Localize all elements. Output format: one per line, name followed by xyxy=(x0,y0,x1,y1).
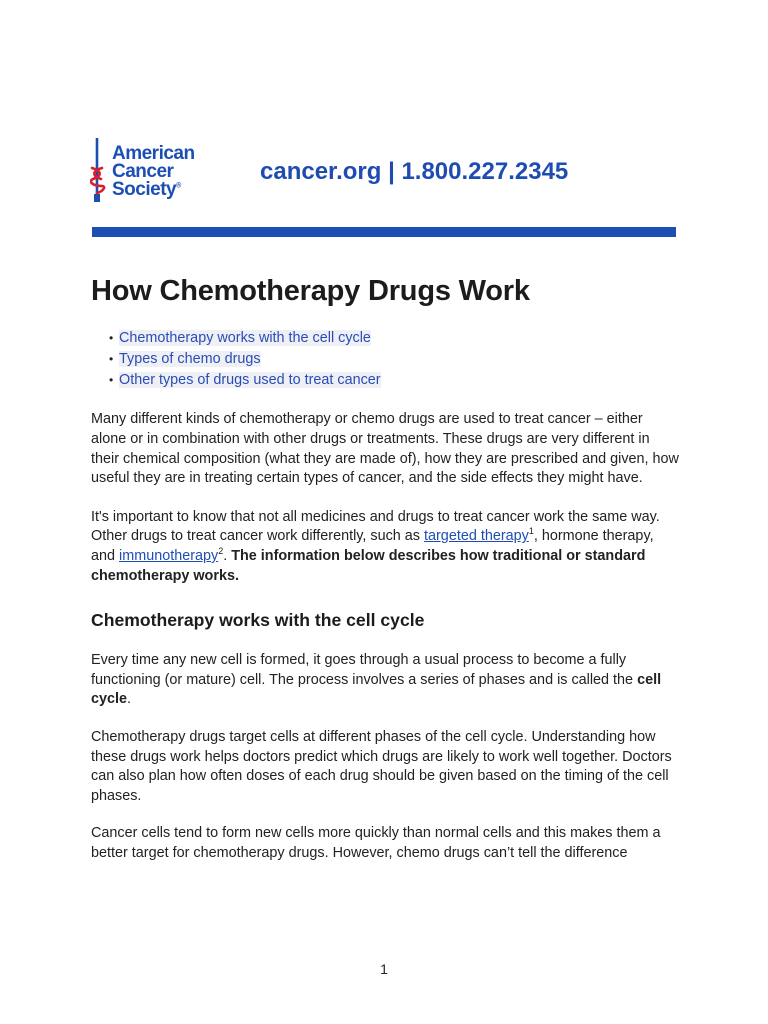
cell-cycle-paragraph xyxy=(91,651,681,710)
page-number: 1 xyxy=(380,961,388,977)
standard-chemo-note: The information below describes how traditional or standard chemotherapy works. xyxy=(91,547,646,584)
registered-mark: ® xyxy=(176,182,181,190)
toc-item xyxy=(91,370,681,391)
logo-wordmark xyxy=(112,145,195,199)
logo-line-society-text: Society xyxy=(112,179,177,200)
logo-line-society xyxy=(112,181,195,199)
cell-cycle-text: Every time any new cell is formed, it goes through a usual process to become a fully functioning (or mature) cell. The process involves a series of phases and is called the xyxy=(91,652,638,688)
table-of-contents xyxy=(91,328,681,390)
cancer-cells-paragraph: Cancer cells tend to form new cells more quickly than normal cells and this makes them a better target for chemotherapy drugs. However, chemo drugs can’t tell the difference xyxy=(91,825,661,861)
intro-paragraph: Many different kinds of chemotherapy or chemo drugs are used to treat cancer – either alone or in combination with other drugs or treatments. These drugs are very different in their chemical composition (what they are made of), how they are prescribed and given, how useful they are in treating certain types of cancer, and the side effects they might have. xyxy=(91,411,679,487)
drug-types-text-3: . xyxy=(223,547,232,564)
drug-types-text-1: It's important to know that not all medicines and drugs to treat cancer work the same way. Other drugs to treat cancer work differently, such as xyxy=(91,508,660,545)
targeted-therapy-link[interactable]: targeted therapy xyxy=(424,528,529,545)
sword-caduceus-icon xyxy=(90,138,112,204)
document-header xyxy=(0,0,768,240)
toc-link-cell-cycle[interactable]: Chemotherapy works with the cell cycle xyxy=(119,330,371,346)
cell-cycle-term: cell cycle xyxy=(91,671,662,708)
logo-line-cancer: Cancer xyxy=(112,161,174,182)
toc-item xyxy=(91,349,681,370)
target-cells-paragraph: Chemotherapy drugs target cells at different phases of the cell cycle. Understanding how these drugs work helps doctors predict which drugs are likely to work well together. Doctors can also plan how often doses of each drug should be given based on the timing of the cell phases. xyxy=(91,728,672,804)
toc-link-types-of-chemo[interactable]: Types of chemo drugs xyxy=(119,350,261,367)
contact-tagline[interactable]: cancer.org | 1.800.227.2345 xyxy=(260,158,569,185)
acs-logo xyxy=(90,138,220,204)
footnote-ref-2: 2 xyxy=(218,546,224,557)
section-heading-cell-cycle: Chemotherapy works with the cell cycle xyxy=(91,610,425,631)
drug-types-text-2: , hormone therapy, and xyxy=(91,528,654,564)
footnote-ref-1: 1 xyxy=(528,526,534,537)
drug-types-paragraph xyxy=(91,508,681,586)
page-title: How Chemotherapy Drugs Work xyxy=(91,275,530,307)
cell-cycle-period: . xyxy=(127,691,132,708)
header-divider xyxy=(92,227,676,237)
toc-item xyxy=(91,328,681,349)
toc-link-other-drugs[interactable]: Other types of drugs used to treat cancer xyxy=(119,371,381,388)
document-body xyxy=(91,272,681,863)
immunotherapy-link[interactable]: immunotherapy xyxy=(119,547,219,564)
logo-line-american: American xyxy=(112,143,195,164)
